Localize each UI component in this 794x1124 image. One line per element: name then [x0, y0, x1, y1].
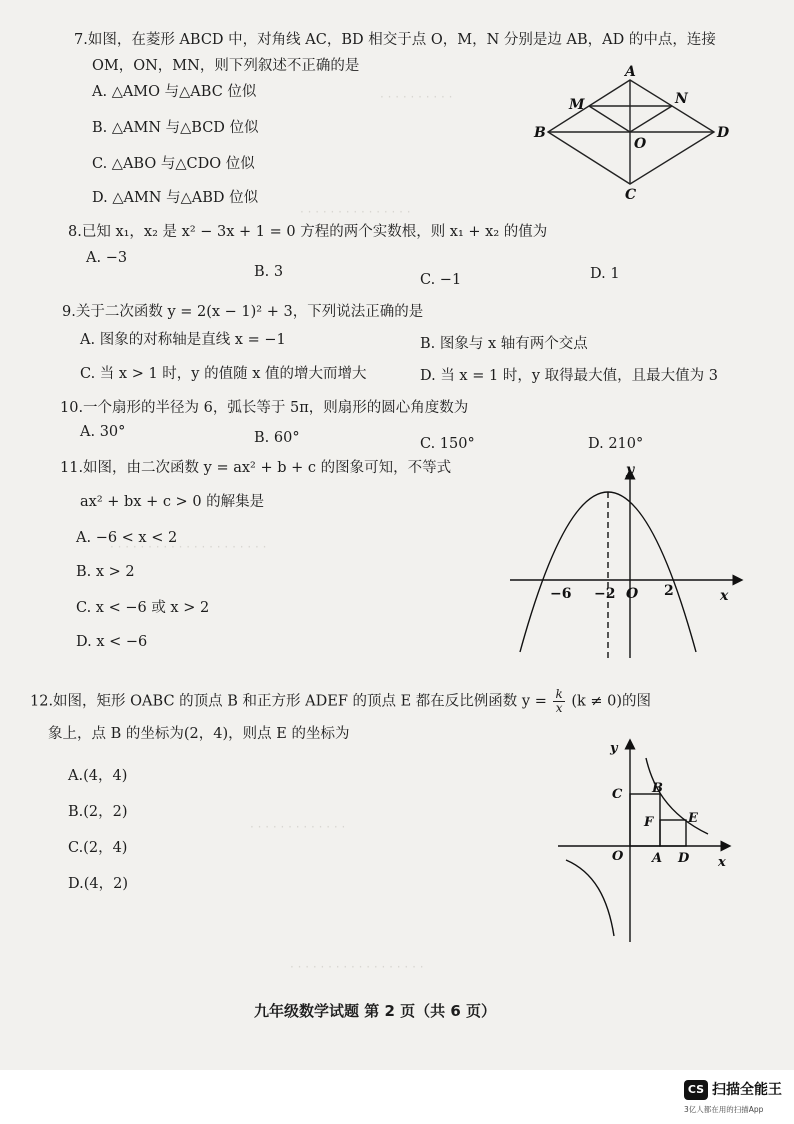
bleed-through-mark: · · · · · · · · · · · · · — [250, 820, 346, 834]
q8-option-a: A. −3 — [86, 250, 128, 266]
q7-option-d: D. △AMN 与△ABD 位似 — [92, 190, 259, 206]
q11-option-d: D. x < −6 — [76, 634, 148, 650]
q10-option-a: A. 30° — [80, 424, 126, 440]
q12-stem-text-b: (k ≠ 0)的图 — [571, 693, 652, 710]
q8-option-d: D. 1 — [590, 266, 620, 282]
q12-stem-line2: 象上，点 B 的坐标为(2，4)，则点 E 的坐标为 — [48, 726, 350, 742]
rhombus-figure — [528, 62, 738, 202]
label-y: y — [610, 741, 618, 756]
label-c: C — [612, 787, 623, 802]
label-m: M — [569, 97, 585, 113]
q10-option-d: D. 210° — [588, 436, 644, 452]
label-d: D — [717, 125, 730, 141]
segment-om — [589, 106, 630, 132]
watermark-app-name: 扫描全能王 — [712, 1082, 782, 1098]
page-footer: 九年级数学试题 第 2 页（共 6 页） — [254, 1002, 496, 1020]
q8-stem: 8.已知 x₁，x₂ 是 x² − 3x + 1 = 0 方程的两个实数根，则 x₁ + x₂ 的值为 — [68, 224, 548, 240]
q12-stem-text-a: 12.如图，矩形 OABC 的顶点 B 和正方形 ADEF 的顶点 E 都在反比例函数 y = — [30, 693, 547, 710]
label-y: y — [626, 462, 635, 478]
hyperbola-graph — [548, 736, 738, 946]
q12-option-b: B.(2，2) — [68, 804, 128, 820]
label-e: E — [688, 811, 698, 826]
q10-stem: 10.一个扇形的半径为 6，弧长等于 5π，则扇形的圆心角度数为 — [60, 400, 469, 416]
q12-option-a: A.(4，4) — [68, 768, 128, 784]
q12-stem-line1 — [30, 688, 651, 715]
label-2: 2 — [664, 583, 674, 599]
q9-option-a: A. 图象的对称轴是直线 x = −1 — [80, 332, 286, 348]
q11-option-b: B. x > 2 — [76, 564, 135, 580]
label-a: A — [625, 64, 636, 80]
label-f: F — [644, 815, 654, 830]
q9-option-c: C. 当 x > 1 时，y 的值随 x 值的增大而增大 — [80, 366, 367, 382]
bleed-through-mark: · · · · · · · · · · · · · · · — [300, 205, 411, 219]
label-c: C — [625, 187, 637, 202]
q9-option-b: B. 图象与 x 轴有两个交点 — [420, 336, 588, 352]
q9-option-d: D. 当 x = 1 时，y 取得最大值，且最大值为 3 — [420, 368, 718, 384]
fraction-numerator: k — [555, 687, 563, 701]
bleed-through-mark: · · · · · · · · · · — [380, 90, 453, 104]
label-n: N — [675, 91, 688, 107]
scanner-watermark — [684, 1078, 790, 1118]
fraction-k-over-x — [553, 688, 564, 715]
hyperbola-branch-third-quadrant — [566, 860, 614, 936]
label-b: B — [652, 781, 663, 796]
label-x: x — [720, 588, 729, 604]
q10-option-c: C. 150° — [420, 436, 475, 452]
q10-option-b: B. 60° — [254, 430, 300, 446]
parabola-graph — [500, 462, 750, 662]
q11-option-a: A. −6 < x < 2 — [76, 530, 178, 546]
fraction-denominator: x — [555, 701, 563, 715]
label-b: B — [534, 125, 546, 141]
label-a: A — [652, 851, 663, 866]
q12-option-d: D.(4，2) — [68, 876, 128, 892]
q11-option-c: C. x < −6 或 x > 2 — [76, 600, 210, 616]
label-neg6: −6 — [550, 586, 572, 602]
q9-stem: 9.关于二次函数 y = 2(x − 1)² + 3，下列说法正确的是 — [62, 304, 424, 320]
label-origin: O — [626, 586, 639, 602]
bleed-through-mark: · · · · · · · · · · · · · · · · · · — [290, 960, 424, 974]
q7-option-a: A. △AMO 与△ABC 位似 — [92, 84, 257, 100]
q11-stem-line2: ax² + bx + c > 0 的解集是 — [80, 494, 265, 510]
q7-stem-line2: OM，ON，MN，则下列叙述不正确的是 — [92, 58, 360, 74]
label-o: O — [634, 136, 647, 152]
bleed-through-mark: · · · · · · · · · · · · · · · · · · · · · — [110, 540, 267, 554]
q11-stem-line1: 11.如图，由二次函数 y = ax² + b + c 的图象可知，不等式 — [60, 460, 452, 476]
q7-stem-line1: 7.如图，在菱形 ABCD 中，对角线 AC，BD 相交于点 O，M，N 分别是边 AB，AD 的中点，连接 — [74, 32, 716, 48]
label-d: D — [678, 851, 690, 866]
q7-option-b: B. △AMN 与△BCD 位似 — [92, 120, 259, 136]
segment-on — [630, 106, 672, 132]
label-neg2: −2 — [594, 586, 616, 602]
hyperbola-branch-first-quadrant — [646, 758, 708, 834]
square-adef — [660, 820, 686, 846]
q8-option-b: B. 3 — [254, 264, 284, 280]
q8-option-c: C. −1 — [420, 272, 462, 288]
camscanner-logo-icon: CS — [684, 1080, 708, 1100]
watermark-tagline: 3亿人都在用的扫描App — [684, 1105, 764, 1114]
q12-option-c: C.(2，4) — [68, 840, 128, 856]
label-x: x — [718, 855, 726, 870]
q7-option-c: C. △ABO 与△CDO 位似 — [92, 156, 255, 172]
label-origin: O — [612, 849, 624, 864]
